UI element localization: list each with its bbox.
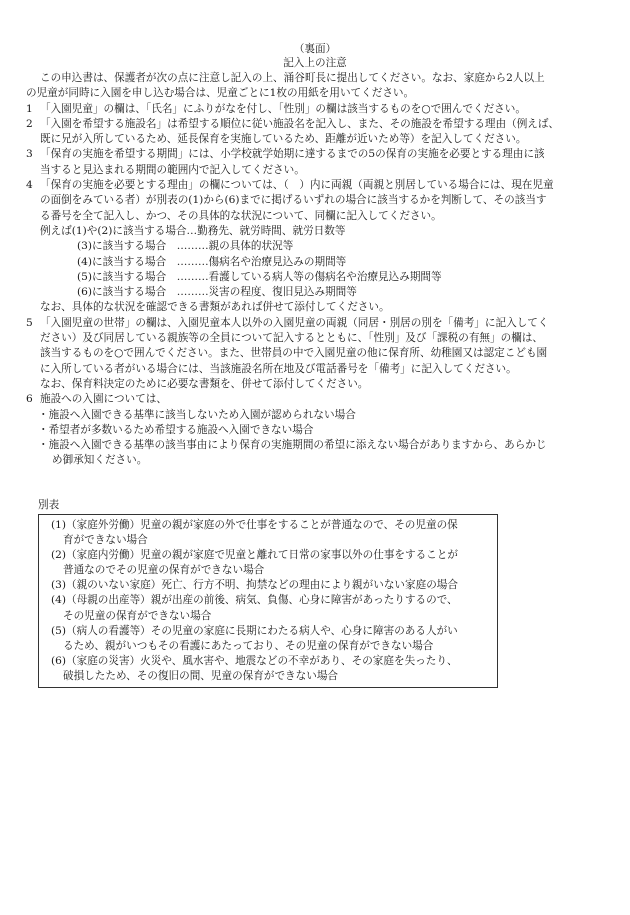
- bullet-continuation: め御承知ください。: [52, 454, 148, 467]
- note-item-5: [26, 316, 626, 331]
- item-continuation: 該当するものを○で囲んでください。また、世帯員の中で入園児童の他に保育所、幼稚園又は認定こども園: [40, 347, 548, 360]
- example-row: (4)に該当する場合 ………傷病名や治療見込みの期間等: [77, 255, 347, 268]
- example-intro: 例えば(1)や(2)に該当する場合…勤務先、就労時間、就労日数等: [40, 224, 346, 237]
- annex-entry-continuation: るため、親がいつもその看護にあたっており、その児童の保育ができない場合: [63, 639, 434, 652]
- annex-entry: (3)（親のいない家庭）死亡、行方不明、拘禁などの理由により親がいない家庭の場合: [51, 579, 458, 592]
- annex-table: [38, 514, 498, 688]
- back-side-label: （裏面）: [293, 43, 337, 55]
- bullet-item: ・施設へ入園できる基準の該当事由により保育の実施期間の希望に添えない場合がありますから、あらかじ: [38, 439, 547, 452]
- item-number: 6: [26, 393, 33, 406]
- item-text: 「保育の実施を必要とする理由」の欄については、（ ）内に両親（両親と別居している場合には、現在児童: [40, 179, 554, 192]
- item-text: 「入園児童の世帯」の欄は、入園児童本人以外の入園児童の両親（同居・別居の別を「備考」に記入してく: [40, 316, 549, 329]
- annex-entry-continuation: その児童の保育ができない場合: [63, 609, 212, 622]
- item-continuation: 既に兄が入所しているため、延長保育を実施しているため、距離が近いため等）を記入してください。: [40, 133, 527, 146]
- item-continuation: の面倒をみている者）が別表の(1)から(6)までに掲げるいずれの場合に該当するかを判断して、その該当す: [40, 194, 547, 207]
- annex-entry-continuation: 普通なのでその児童の保育ができない場合: [63, 564, 265, 577]
- page-title: 記入上の注意: [283, 57, 347, 69]
- intro-line: の児童が同時に入園を申し込む場合は、児童ごとに1枚の用紙を用いてください。: [26, 87, 415, 100]
- note-item-4: [26, 178, 626, 193]
- item-continuation: ださい）及び同居している親族等の全員について記入するとともに、「性別」及び「課税の有無」の欄は、: [40, 332, 543, 345]
- item-number: 2: [26, 117, 33, 130]
- note-item-1: [26, 102, 626, 117]
- notes-body: [26, 71, 626, 469]
- annex-label: 別表: [38, 499, 60, 511]
- bullet-item: ・希望者が多数いるため希望する施設へ入園できない場合: [38, 423, 314, 436]
- annex-entry: (6)（家庭の災害）火災や、風水害や、地震などの不幸があり、その家庭を失ったり、: [51, 654, 458, 667]
- annex-entry-continuation: 破損したため、その復旧の間、児童の保育ができない場合: [63, 669, 339, 682]
- item-text: 「入園を希望する施設名」は希望する順位に従い施設名を記入し、また、その施設を希望する理由（例えば、: [40, 117, 560, 130]
- note-item-3: [26, 147, 626, 162]
- annex-entry: (2)（家庭内労働）児童の親が家庭で児童と離れて日常の家事以外の仕事をすることが: [51, 549, 458, 562]
- item-text: 施設への入園については、: [40, 393, 167, 406]
- bullet-item: ・施設へ入園できる基準に該当しないため入園が認められない場合: [38, 408, 356, 421]
- item-text: 「入園児童」の欄は、「氏名」にふりがなを付し、「性別」の欄は該当するものを○で囲んでください。: [40, 102, 526, 115]
- example-row: (6)に該当する場合 ………災害の程度、復旧見込み期間等: [77, 286, 357, 299]
- item-continuation: に入所している者がいる場合には、当該施設名所在地及び電話番号を「備考」に記入してください。: [40, 362, 517, 375]
- item-number: 5: [26, 316, 33, 329]
- intro-line: この申込書は、保護者が次の点に注意し記入の上、涌谷町長に提出してください。なお、家庭から2人以上: [40, 72, 545, 84]
- example-row: (3)に該当する場合 ………親の具体的状況等: [77, 240, 294, 253]
- item-text: 「保育の実施を希望する期間」には、小学校就学始期に達するまでの5の保育の実施を必要とする理由に該: [40, 148, 545, 161]
- note-item-2: [26, 117, 626, 132]
- annex-entry: (4)（母親の出産等）親が出産の前後、病気、負傷、心身に障害があったりするので、: [51, 594, 458, 607]
- example-note: なお、具体的な状況を確認できる書類があれば併せて添付してください。: [40, 301, 390, 314]
- item-continuation: る番号を全て記入し、かつ、その具体的な状況について、同欄に記入してください。: [40, 209, 442, 222]
- example-row: (5)に該当する場合 ………看護している病人等の傷病名や治療見込み期間等: [77, 270, 442, 283]
- note-item-6: [26, 392, 626, 407]
- annex-entry: (1)（家庭外労働）児童の親が家庭の外で仕事をすることが普通なので、その児童の保: [51, 519, 458, 531]
- item-number: 3: [26, 148, 33, 161]
- item-number: 4: [26, 179, 33, 192]
- item-number: 1: [26, 102, 33, 115]
- annex-entry: (5)（病人の看護等）その児童の家庭に長期にわたる病人や、心身に障害のある人がい: [51, 624, 458, 637]
- item-continuation: なお、保育料決定のために必要な書類を、併せて添付してください。: [40, 377, 369, 390]
- annex-entry-continuation: 育ができない場合: [63, 534, 148, 547]
- item-continuation: 当すると見込まれる期間の範囲内で記入してください。: [40, 163, 305, 176]
